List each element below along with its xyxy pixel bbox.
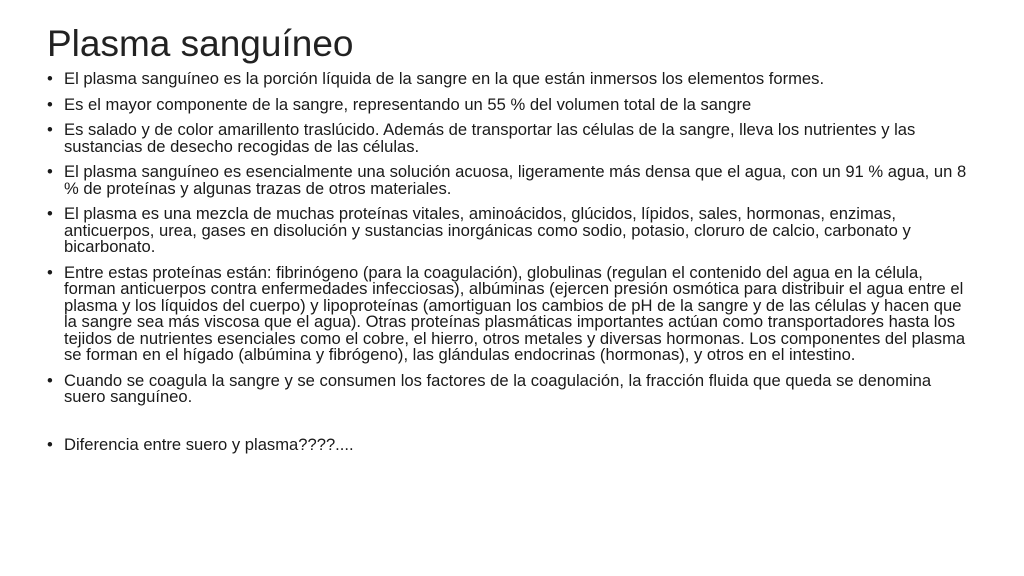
- bullet-marker: •: [47, 370, 53, 390]
- bullet-item: [47, 370, 977, 406]
- bullet-item: [47, 206, 977, 256]
- bullet-marker: •: [47, 204, 53, 223]
- bullet-marker: •: [47, 162, 53, 181]
- bullet-text: Diferencia entre suero y plasma????....: [64, 434, 354, 454]
- bullet-item: [47, 122, 977, 155]
- bullet-item: [47, 262, 977, 364]
- bullet-text: Es el mayor componente de la sangre, representando un 55 % del volumen total de la sangre: [64, 94, 752, 114]
- bullet-list: [47, 71, 977, 462]
- bullet-text: Cuando se coagula la sangre y se consumen los factores de la coagulación, la fracción fluida que queda se denomina suero sanguíneo.: [64, 370, 932, 406]
- bullet-item: [47, 71, 977, 88]
- bullet-text: El plasma sanguíneo es esencialmente una solución acuosa, ligeramente más densa que el agua, con un 91 % agua, un 8 % de proteínas y algunas trazas de otros materiales.: [64, 162, 967, 198]
- bullet-item: [47, 434, 977, 454]
- bullet-text: Es salado y de color amarillento traslúcido. Además de transportar las células de la sangre, lleva los nutrientes y las sustancias de desecho recogidas de las células.: [64, 120, 916, 156]
- bullet-item: [47, 164, 977, 197]
- slide-title: Plasma sanguíneo: [47, 23, 354, 64]
- bullet-text: El plasma sanguíneo es la porción líquida de la sangre en la que están inmersos los elementos formes.: [64, 69, 825, 88]
- bullet-marker: •: [47, 94, 53, 114]
- bullet-text: Entre estas proteínas están: fibrinógeno (para la coagulación), globulinas (regulan el contenido del agua en la célula, forman anticuerpos contra enfermedades infecciosas), albúminas (ejercen presión osmótica para distribuir el agua entre el plasma y los líquidos del cuerpo) y lipoproteínas (amortiguan los cambios de pH de la sangre y de las células y hacen que la sangre sea más viscosa que el agua). Otras proteínas plasmáticas importantes actúan como transportadores hasta los tejidos de nutrientes esenciales como el cobre, el hierro, otros metales y diversas hormonas. Los componentes del plasma se forman en el hígado (albúmina y fibrógeno), las glándulas endocrinas (hormonas), y otros en el intestino.: [64, 262, 966, 364]
- bullet-marker: •: [47, 120, 53, 139]
- bullet-marker: •: [47, 262, 53, 282]
- bullet-text: El plasma es una mezcla de muchas proteínas vitales, aminoácidos, glúcidos, lípidos, sales, hormonas, enzimas, anticuerpos, urea, gases en disolución y sustancias inorgánicas como sodio, potasio, cloruro de calcio, carbonato y bicarbonato.: [64, 204, 911, 256]
- bullet-item: [47, 94, 977, 114]
- bullet-marker: •: [47, 69, 53, 88]
- bullet-marker: •: [47, 434, 53, 454]
